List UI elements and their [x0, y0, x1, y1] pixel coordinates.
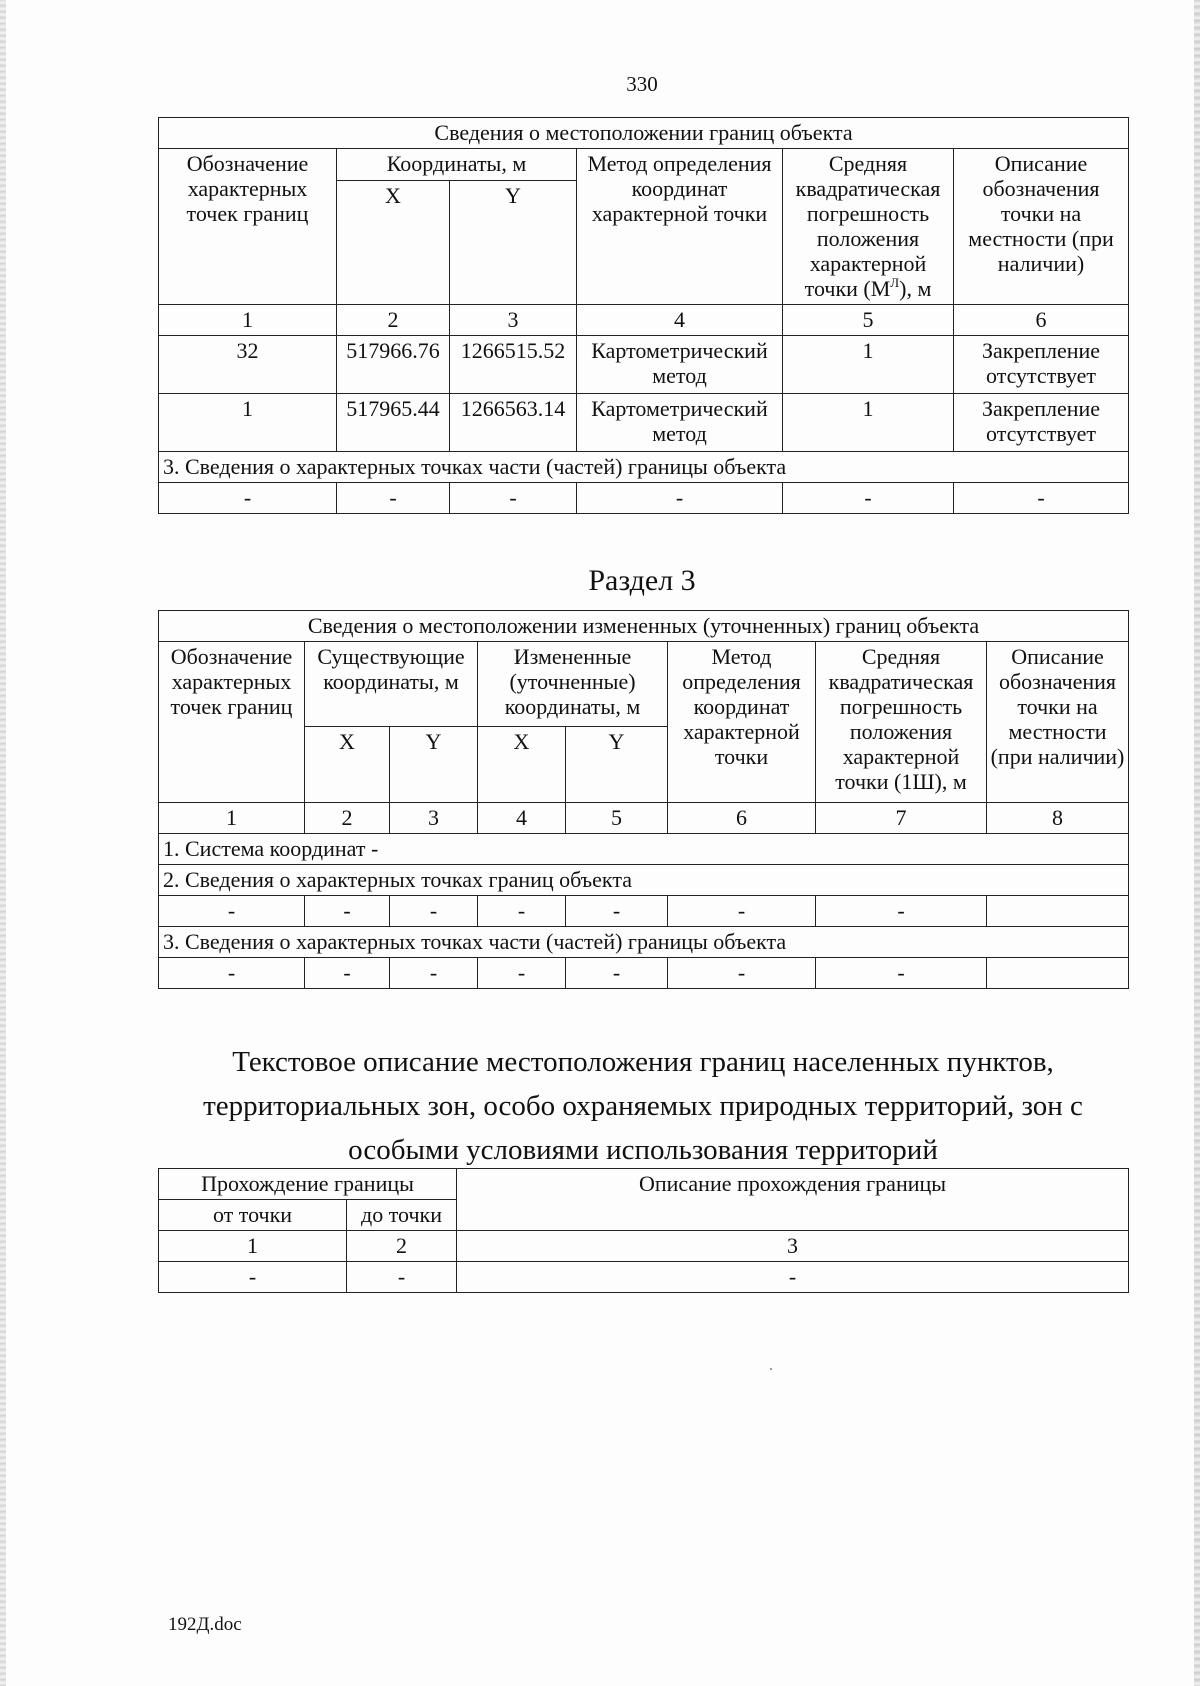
empty-cell: - [159, 958, 305, 989]
empty-cell [987, 958, 1129, 989]
cell-point: 1 [159, 394, 337, 452]
table2-section3-label: 3. Сведения о характерных точках части (частей) границы объекта [159, 927, 1129, 958]
empty-cell: - [816, 958, 987, 989]
num-cell: 6 [954, 305, 1129, 336]
cell-x: 517965.44 [337, 394, 450, 452]
num-cell: 3 [457, 1231, 1129, 1262]
empty-cell: - [457, 1262, 1129, 1293]
empty-cell: - [954, 483, 1129, 514]
empty-cell: - [450, 483, 577, 514]
num-cell: 6 [668, 803, 816, 834]
footer-filename: 192Д.doc [168, 1614, 242, 1635]
empty-cell: - [577, 483, 783, 514]
cell-description: Закрепление отсутствует [954, 336, 1129, 394]
text-description-heading: Текстовое описание местоположения границ населенных пунктов, территориальных зон, особо охраняемых природных территорий, зон с особыми условиями использования территорий [203, 1046, 1083, 1166]
table-row [159, 896, 1129, 927]
cell-y: 1266515.52 [450, 336, 577, 394]
cell-description: Закрепление отсутствует [954, 394, 1129, 452]
num-cell: 2 [305, 803, 390, 834]
header-point-description: Описание обозначения точки на местности (при наличии) [987, 642, 1129, 803]
table-row [159, 1262, 1129, 1293]
header-point-designation: Обозначение характерных точек границ [159, 642, 305, 803]
header-mean-error [783, 149, 954, 305]
empty-cell: - [783, 483, 954, 514]
header-mean-error-sup: Л [890, 275, 900, 290]
table3-numbering-row [159, 1231, 1129, 1262]
num-cell: 7 [816, 803, 987, 834]
table-row [159, 483, 1129, 514]
table1-caption: Сведения о местоположении границ объекта [159, 118, 1129, 149]
header-y: Y [450, 181, 577, 305]
empty-cell: - [566, 958, 668, 989]
empty-cell: - [337, 483, 450, 514]
table2-section2-label: 2. Сведения о характерных точках границ объекта [159, 865, 1129, 896]
num-cell: 3 [390, 803, 478, 834]
section-title: Раздел 3 [588, 564, 696, 597]
header-mean-error-text: Средняя квадратическая погрешность положения характерной точки (М [795, 151, 941, 301]
header-x: X [337, 181, 450, 305]
header-changed-y: Y [566, 727, 668, 803]
num-cell: 5 [566, 803, 668, 834]
num-cell: 8 [987, 803, 1129, 834]
header-changed-coordinates: Измененные (уточненные) координаты, м [478, 642, 668, 727]
table-row [159, 958, 1129, 989]
scan-edge-left [0, 0, 6, 1686]
empty-cell: - [478, 896, 566, 927]
header-mean-error: Средняя квадратическая погрешность положения характерной точки (1Ш), м [816, 642, 987, 803]
table-row [159, 336, 1129, 394]
header-point-description: Описание обозначения точки на местности (при наличии) [954, 149, 1129, 305]
num-cell: 2 [337, 305, 450, 336]
header-mean-error-suffix: ), м [899, 276, 932, 301]
empty-cell: - [566, 896, 668, 927]
scan-edge-right [1194, 0, 1200, 1686]
num-cell: 4 [577, 305, 783, 336]
header-point-designation: Обозначение характерных точек границ [159, 149, 337, 305]
empty-cell [987, 896, 1129, 927]
num-cell: 3 [450, 305, 577, 336]
header-method: Метод определения координат характерной точки [668, 642, 816, 803]
header-existing-x: X [305, 727, 390, 803]
header-to-point: до точки [347, 1200, 457, 1231]
table2-caption: Сведения о местоположении измененных (уточненных) границ объекта [159, 611, 1129, 642]
empty-cell: - [668, 958, 816, 989]
empty-cell: - [347, 1262, 457, 1293]
empty-cell: - [478, 958, 566, 989]
empty-cell: - [305, 958, 390, 989]
header-from-point: от точки [159, 1200, 347, 1231]
num-cell: 1 [159, 305, 337, 336]
num-cell: 1 [159, 1231, 347, 1262]
cell-method: Картометрический метод [577, 336, 783, 394]
empty-cell: - [159, 483, 337, 514]
page-number: 330 [626, 72, 658, 96]
num-cell: 4 [478, 803, 566, 834]
cell-error: 1 [783, 394, 954, 452]
empty-cell: - [390, 958, 478, 989]
header-passage-description: Описание прохождения границы [457, 1169, 1129, 1231]
cell-x: 517966.76 [337, 336, 450, 394]
num-cell: 2 [347, 1231, 457, 1262]
empty-cell: - [305, 896, 390, 927]
scan-speck [770, 1368, 772, 1370]
header-existing-coordinates: Существующие координаты, м [305, 642, 478, 727]
empty-cell: - [390, 896, 478, 927]
header-changed-x: X [478, 727, 566, 803]
empty-cell: - [159, 1262, 347, 1293]
cell-error: 1 [783, 336, 954, 394]
empty-cell: - [159, 896, 305, 927]
num-cell: 5 [783, 305, 954, 336]
cell-point: 32 [159, 336, 337, 394]
changed-boundary-table [158, 610, 1129, 989]
empty-cell: - [816, 896, 987, 927]
num-cell: 1 [159, 803, 305, 834]
table-row [159, 394, 1129, 452]
cell-method: Картометрический метод [577, 394, 783, 452]
table2-system-label: 1. Система координат - [159, 834, 1129, 865]
empty-cell: - [668, 896, 816, 927]
boundary-location-table [158, 117, 1129, 514]
table1-section3-label: 3. Сведения о характерных точках части (частей) границы объекта [159, 452, 1129, 483]
header-method: Метод определения координат характерной точки [577, 149, 783, 305]
table2-numbering-row [159, 803, 1129, 834]
table1-numbering-row [159, 305, 1129, 336]
header-boundary-passage: Прохождение границы [159, 1169, 457, 1200]
boundary-passage-table [158, 1168, 1129, 1293]
header-coordinates-group: Координаты, м [337, 149, 577, 181]
cell-y: 1266563.14 [450, 394, 577, 452]
header-existing-y: Y [390, 727, 478, 803]
